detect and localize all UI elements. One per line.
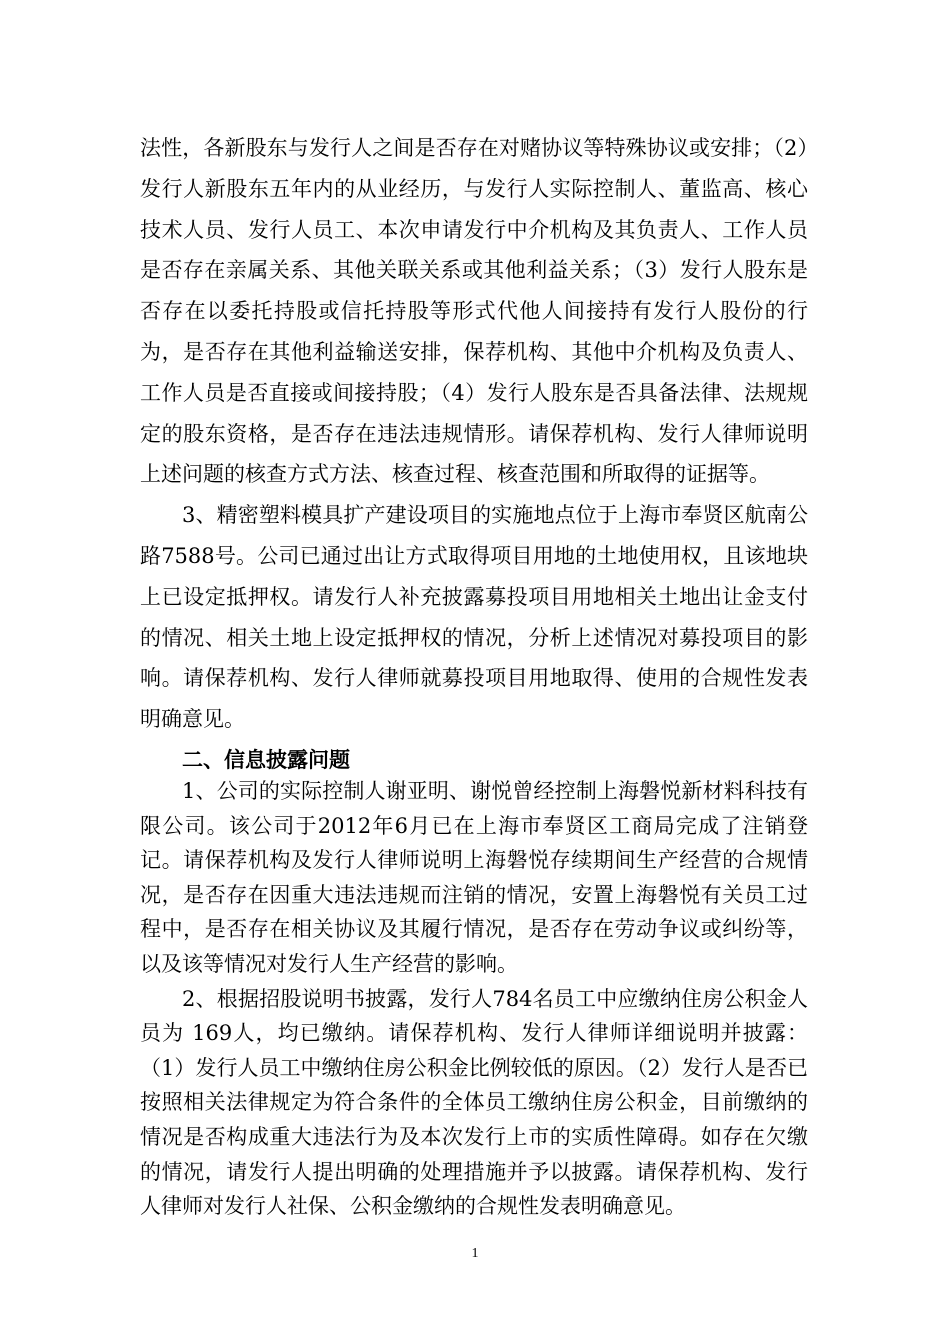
paragraph-continued: 法性，各新股东与发行人之间是否存在对赌协议等特殊协议或安排；（2）发行人新股东五年内的从业经历，与发行人实际控制人、董监高、核心技术人员、发行人员工、本次申请发行中介机构及其负责人、工作人员是否存在亲属关系、其他关联关系或其他利益关系；（3）发行人股东是否存在以委托持股或信托持股等形式代他人间接持有发行人股份的行为，是否存在其他利益输送安排，保荐机构、其他中介机构及负责人、工作人员是否直接或间接持股；（4）发行人股东是否具备法律、法规规定的股东资格，是否存在违法违规情形。请保荐机构、发行人律师说明上述问题的核查方式方法、核查过程、核查范围和所取得的证据等。 [140,136,808,487]
section-paragraph-1: 1、公司的实际控制人谢亚明、谢悦曾经控制上海磐悦新材料科技有限公司。该公司于2012年6月已在上海市奉贤区工商局完成了注销登记。请保荐机构及发行人律师说明上海磐悦存续期间生产经营的合规情况，是否存在因重大违法违规而注销的情况，安置上海磐悦有关员工过程中，是否存在相关协议及其履行情况，是否存在劳动争议或纠纷等，以及该等情况对发行人生产经营的影响。 [140,779,808,976]
section-paragraph-2: 2、根据招股说明书披露，发行人784名员工中应缴纳住房公积金人员为 169人，均已缴纳。请保荐机构、发行人律师详细说明并披露：（1）发行人员工中缴纳住房公积金比例较低的原因。（2）发行人是否已按照相关法律规定为符合条件的全体员工缴纳住房公积金，目前缴纳的情况是否构成重大违法行为及本次发行上市的实质性障碍。如存在欠缴的情况，请发行人提出明确的处理措施并予以披露。请保荐机构、发行人律师对发行人社保、公积金缴纳的合规性发表明确意见。 [140,986,808,1219]
paragraph-item-3: 3、精密塑料模具扩产建设项目的实施地点位于上海市奉贤区航南公路7588号。公司已通过出让方式取得项目用地的土地使用权，且该地块上已设定抵押权。请发行人补充披露募投项目用地相关土地出让金支付的情况、相关土地上设定抵押权的情况，分析上述情况对募投项目的影响。请保荐机构、发行人律师就募投项目用地取得、使用的合规性发表明确意见。 [140,503,808,732]
body-text-upper [140,128,808,780]
body-text-lower [140,774,808,1224]
page-number: 1 [471,1246,479,1261]
section-heading: 二、信息披露问题 [182,746,350,772]
